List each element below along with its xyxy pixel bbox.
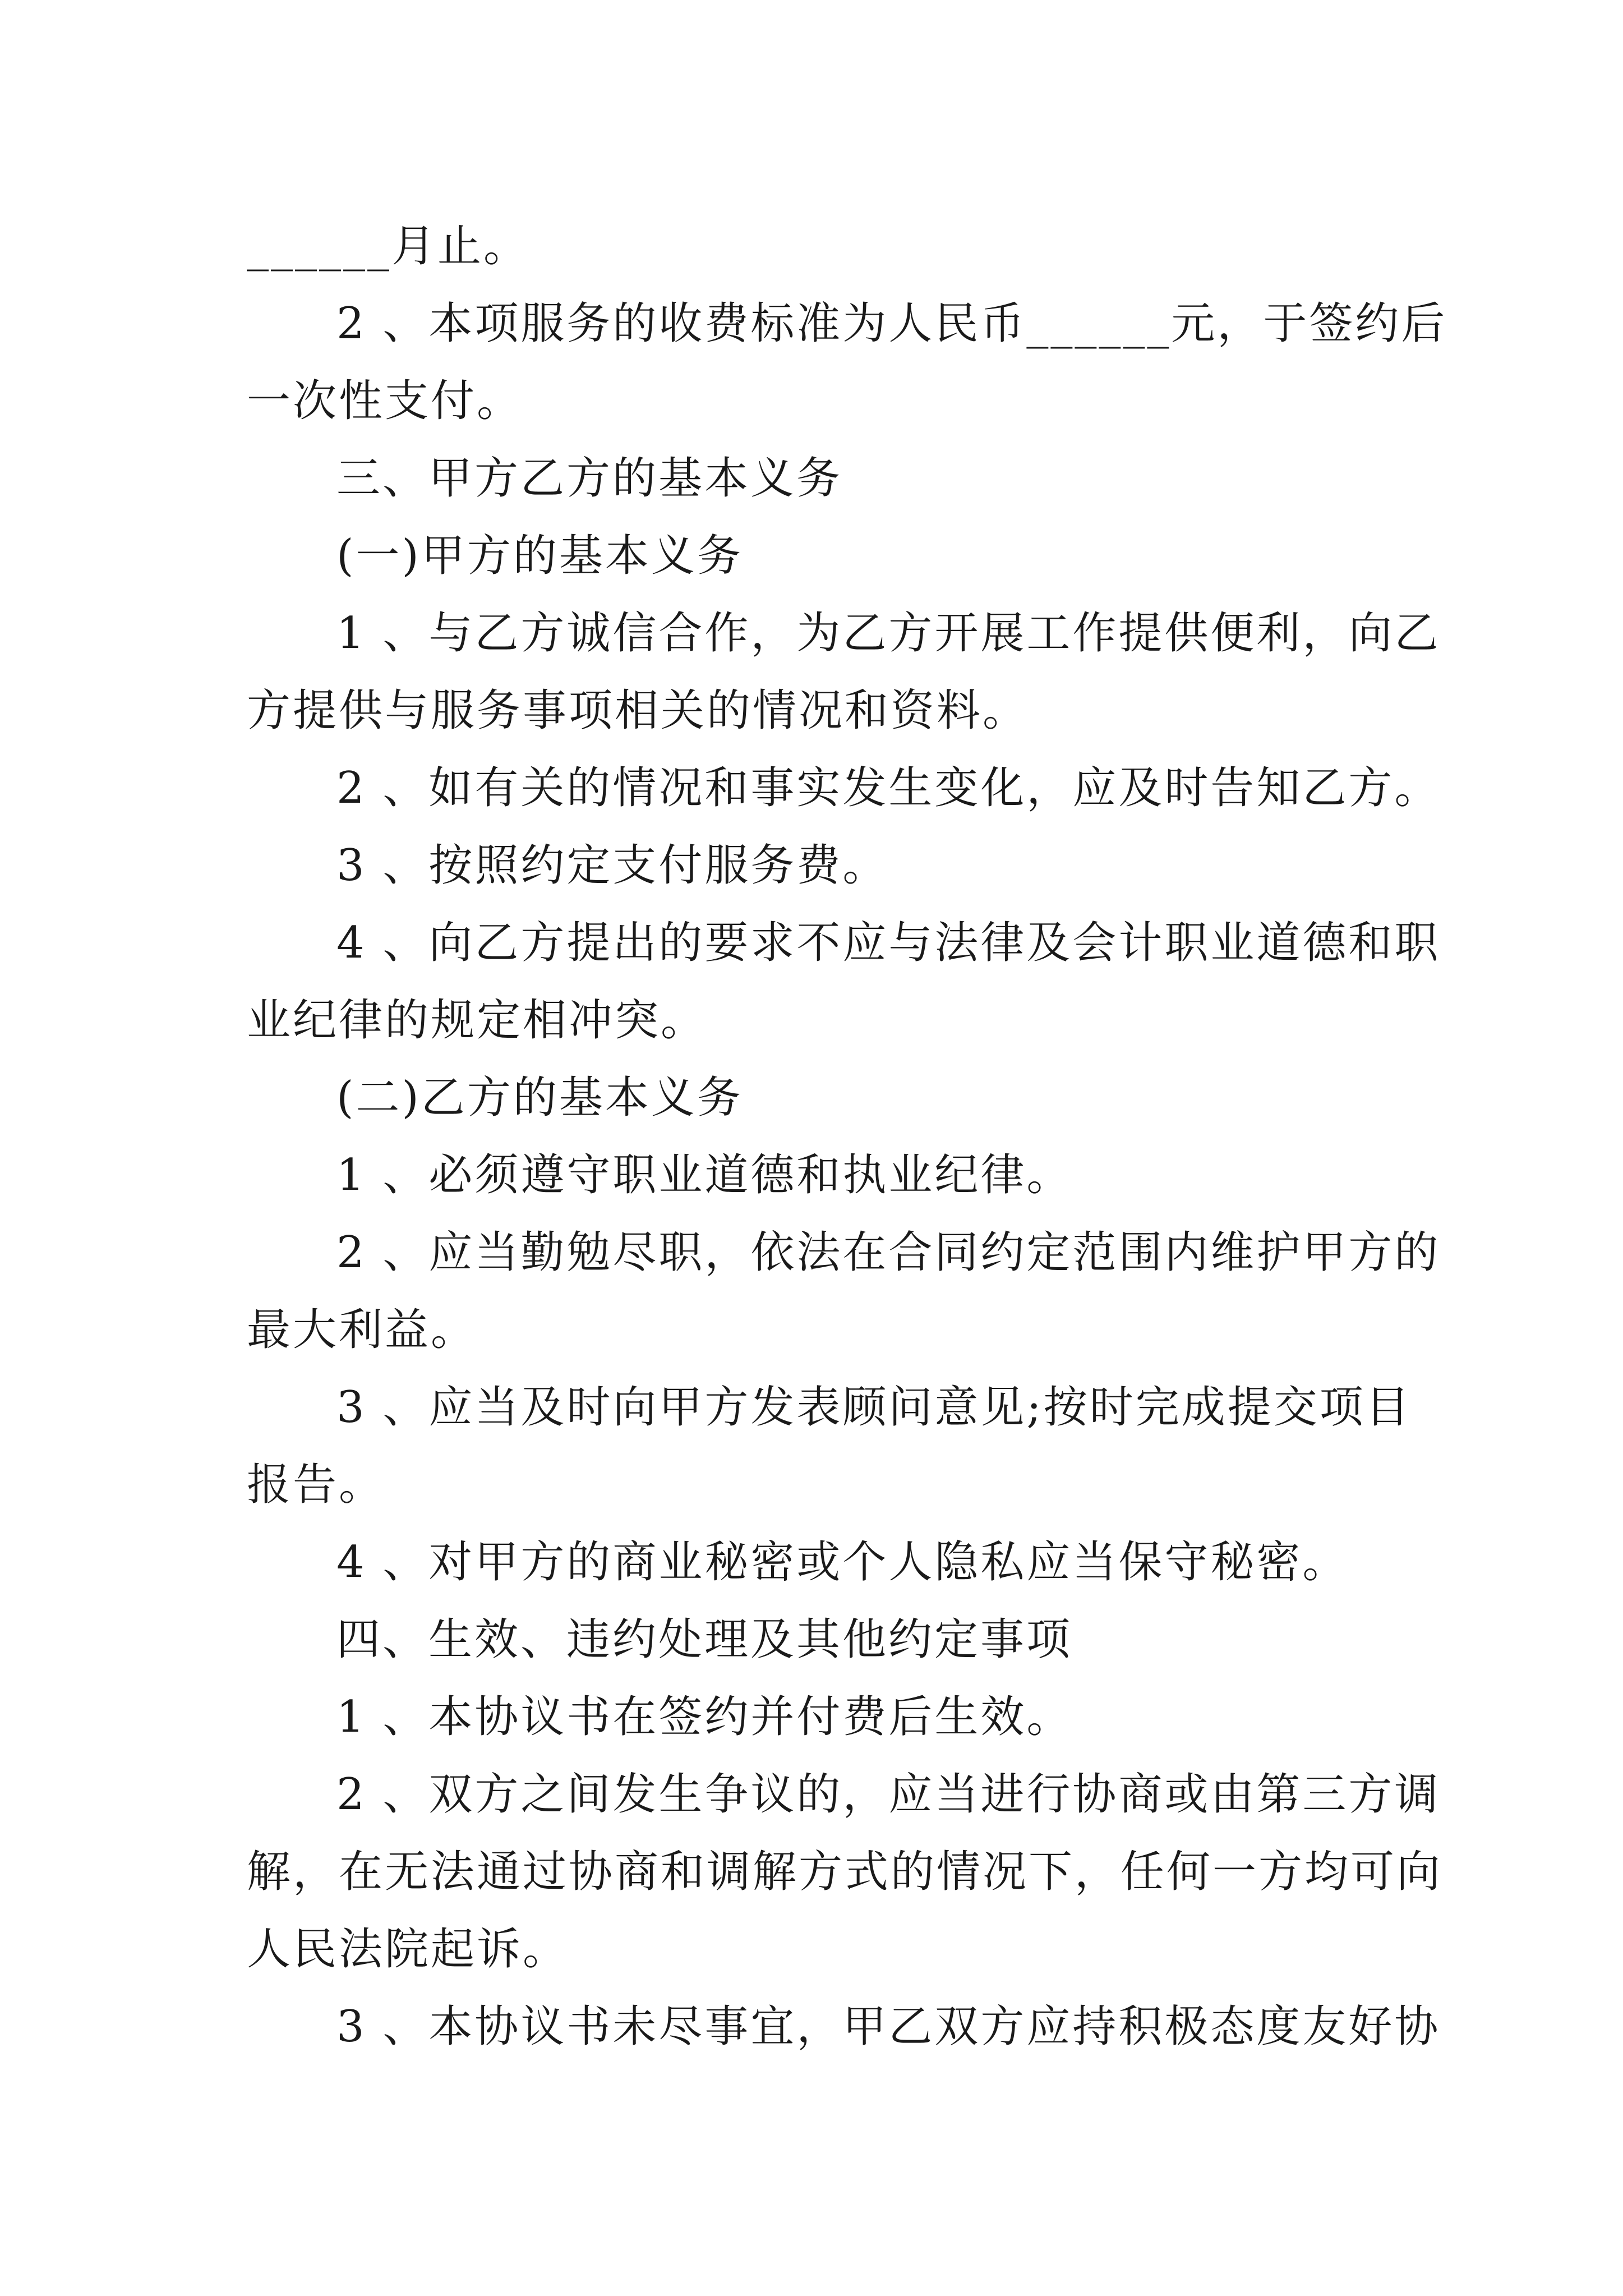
text-line: 解，在无法通过协商和调解方式的情况下，任何一方均可向 bbox=[247, 1847, 1443, 1897]
text-line: 2 、本项服务的收费标准为人民币______元，于签约后 bbox=[336, 298, 1447, 349]
text-line: 3 、本协议书未尽事宜，甲乙双方应持积极态度友好协 bbox=[336, 2001, 1441, 2052]
text-line: 2 、如有关的情况和事实发生变化，应及时告知乙方。 bbox=[336, 763, 1441, 813]
document-body bbox=[247, 208, 1447, 2065]
section-heading: 四、生效、违约处理及其他约定事项 bbox=[336, 1614, 1073, 1665]
text-line: 4 、向乙方提出的要求不应与法律及会计职业道德和职 bbox=[336, 918, 1441, 968]
text-line: 业纪律的规定相冲突。 bbox=[247, 995, 707, 1046]
text-line: 1 、必须遵守职业道德和执业纪律。 bbox=[336, 1150, 1073, 1200]
subsection-heading: (一)甲方的基本义务 bbox=[336, 531, 743, 581]
section-heading: 三、甲方乙方的基本义务 bbox=[336, 453, 843, 504]
text-line: 1 、本协议书在签约并付费后生效。 bbox=[336, 1692, 1073, 1742]
text-line: 1 、与乙方诚信合作，为乙方开展工作提供便利，向乙 bbox=[336, 608, 1441, 659]
subsection-heading: (二)乙方的基本义务 bbox=[336, 1073, 743, 1123]
text-line: 2 、应当勤勉尽职，依法在合同约定范围内维护甲方的 bbox=[336, 1227, 1441, 1278]
text-line: 最大利益。 bbox=[247, 1305, 477, 1355]
text-line: ______月止。 bbox=[247, 221, 530, 272]
text-line: 一次性支付。 bbox=[247, 376, 523, 426]
text-line: 3 、按照约定支付服务费。 bbox=[336, 840, 889, 891]
text-line: 3 、应当及时向甲方发表顾问意见;按时完成提交项目 bbox=[336, 1382, 1412, 1433]
text-line: 人民法院起诉。 bbox=[247, 1924, 569, 1975]
text-line: 4 、对甲方的商业秘密或个人隐私应当保守秘密。 bbox=[336, 1537, 1349, 1588]
text-line: 报告。 bbox=[247, 1460, 385, 1510]
text-line: 方提供与服务事项相关的情况和资料。 bbox=[247, 685, 1029, 736]
text-line: 2 、双方之间发生争议的，应当进行协商或由第三方调 bbox=[336, 1769, 1441, 1820]
